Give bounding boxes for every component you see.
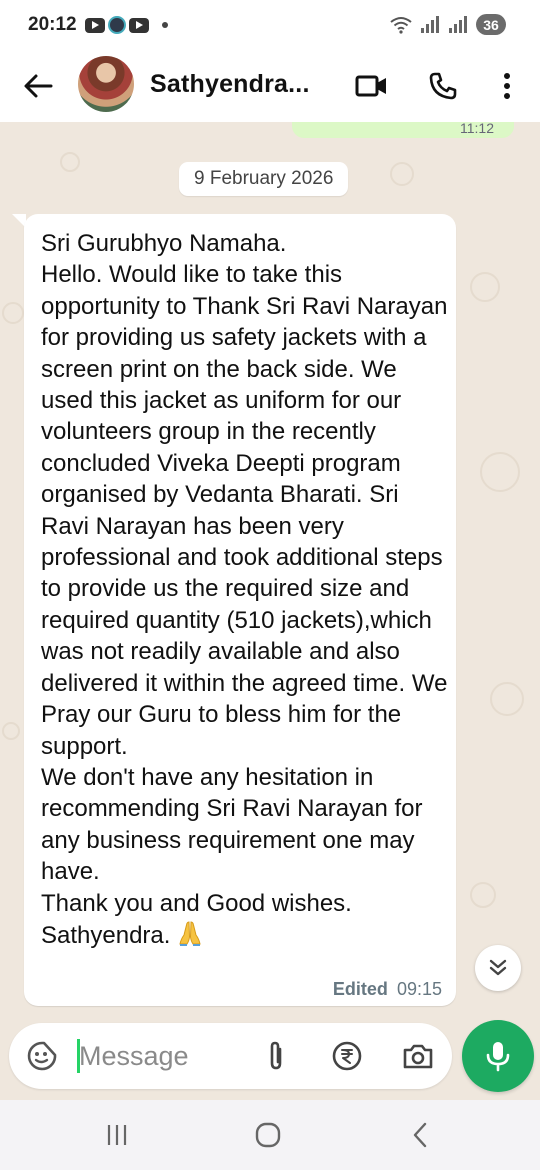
wallpaper-doodle <box>470 882 496 908</box>
more-options-button[interactable] <box>487 66 527 106</box>
video-call-button[interactable] <box>352 66 392 106</box>
status-indicators <box>390 14 506 35</box>
system-navigation-bar <box>0 1100 540 1170</box>
system-back-button[interactable] <box>400 1118 440 1152</box>
previous-sent-message[interactable] <box>292 122 514 138</box>
more-notifications-dot-icon <box>162 22 168 28</box>
camera-button[interactable] <box>401 1039 435 1073</box>
paperclip-icon <box>264 1040 288 1072</box>
message-text <box>41 228 453 951</box>
message-compose-bar <box>9 1023 452 1089</box>
rupee-icon <box>331 1040 363 1072</box>
edited-label: Edited <box>332 979 388 999</box>
message-body: Sri Gurubhyo Namaha. Hello. Would like to take this opportunity to Thank Sri Ravi Narayan for providing us safety jackets with a screen print on the back side. We used this jacket as uniform for our volunteers group in the recently concluded Viveka Deepti program organised by Vedanta Bharati. Sri Ravi Narayan has been very professional and took additional steps to provide us the required size and required quantity (510 jackets),which was not readily available and also delivered it within the agreed time. We Pray our Guru to bless him for the support. We don't have any hesitation in recommending Sri Ravi Narayan for any business requirement one may have. Thank you and Good wishes. Sathyendra. <box>41 230 448 949</box>
sticker-icon <box>26 1040 58 1072</box>
home-button[interactable] <box>248 1118 288 1152</box>
wallpaper-doodle <box>390 162 414 186</box>
folded-hands-emoji-icon <box>176 919 204 947</box>
signal-icon <box>420 16 440 34</box>
signal-icon <box>448 16 468 34</box>
contact-avatar[interactable] <box>78 56 134 112</box>
attach-button[interactable] <box>259 1039 293 1073</box>
message-time: 11:12 <box>460 122 494 136</box>
wallpaper-doodle <box>2 722 20 740</box>
message-meta <box>333 979 442 1000</box>
scroll-to-bottom-button[interactable] <box>475 945 521 991</box>
wallpaper-doodle <box>60 152 80 172</box>
payment-button[interactable] <box>330 1039 364 1073</box>
message-time: 09:15 <box>396 979 442 999</box>
date-separator: 9 February 2026 <box>179 162 348 196</box>
voice-message-button[interactable] <box>462 1020 534 1092</box>
youtube-notification-icon <box>129 18 149 33</box>
more-vert-icon <box>503 72 511 100</box>
recent-apps-button[interactable] <box>97 1118 137 1152</box>
wallpaper-doodle <box>470 272 500 302</box>
battery-indicator: 36 <box>476 14 506 35</box>
video-call-icon <box>355 74 389 98</box>
wallpaper-doodle <box>480 452 520 492</box>
back-arrow-icon <box>23 73 53 99</box>
status-time: 20:12 <box>28 14 77 35</box>
youtube-notification-icon <box>85 18 105 33</box>
voice-call-button[interactable] <box>423 66 463 106</box>
chat-area[interactable] <box>0 122 540 1100</box>
status-bar <box>0 0 540 50</box>
recents-icon <box>105 1123 129 1147</box>
message-input[interactable] <box>79 1038 239 1074</box>
chat-header <box>0 50 540 122</box>
browser-notification-icon <box>108 16 126 34</box>
wifi-icon <box>390 16 412 34</box>
sticker-button[interactable] <box>25 1039 59 1073</box>
home-icon <box>255 1122 281 1148</box>
back-chevron-icon <box>412 1122 428 1148</box>
wallpaper-doodle <box>490 682 524 716</box>
microphone-icon <box>485 1040 511 1072</box>
double-chevron-down-icon <box>488 958 508 978</box>
back-button[interactable] <box>20 68 56 104</box>
received-message-bubble[interactable] <box>24 214 456 1006</box>
wallpaper-doodle <box>2 302 24 324</box>
camera-icon <box>402 1042 434 1070</box>
contact-name[interactable]: Sathyendra... <box>150 70 310 98</box>
voice-call-icon <box>428 71 458 101</box>
